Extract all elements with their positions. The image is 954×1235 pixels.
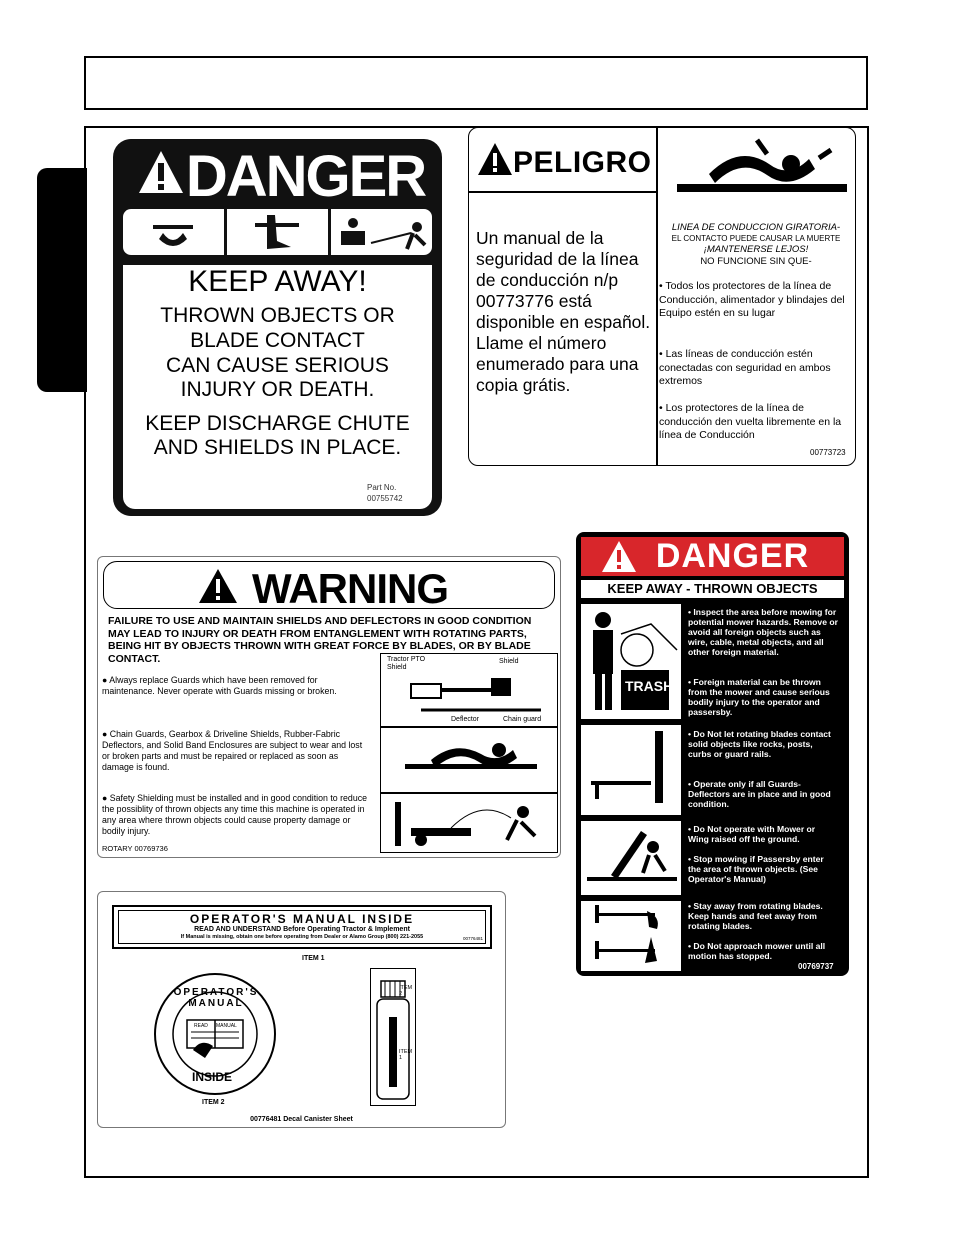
danger-line: INJURY OR DEATH. xyxy=(180,378,375,401)
keep-away-heading: KEEP AWAY! xyxy=(188,265,367,298)
danger-row xyxy=(581,821,844,895)
row-text: • Inspect the area before mowing for potential mower hazards. Remove or avoid all foreign objects such as wire, cable, metal objects, and all other foreign material. xyxy=(688,607,838,657)
strip-part-number: 00776481 xyxy=(463,936,484,941)
divider xyxy=(469,191,656,193)
hand-blade-icon xyxy=(123,209,223,255)
entanglement-icon xyxy=(401,732,541,788)
danger-line: CAN CAUSE SERIOUS xyxy=(166,354,389,377)
strip-note: If Manual is missing, obtain one before operating from Dealer or Alamo Group (800) 221-2055 xyxy=(180,934,424,940)
mower-diagram-icon xyxy=(391,670,551,716)
page-header-box xyxy=(84,56,868,110)
peligro-bullet: • Los protectores de la línea de conducción den vuelta libremente en la línea de Conducción xyxy=(659,402,842,441)
operator-trash-icon xyxy=(581,604,681,719)
danger-text-panel xyxy=(123,265,432,509)
warning-title: WARNING xyxy=(252,565,448,612)
danger-line: BLADE CONTACT xyxy=(190,329,365,352)
caption: LINEA DE CONDUCCION GIRATORIA- xyxy=(671,222,841,233)
divider xyxy=(381,726,557,728)
peligro-title: PELIGRO xyxy=(513,146,652,179)
caption: NO FUNCIONE SIN QUE- xyxy=(700,256,812,267)
part-label: Part No. xyxy=(367,483,397,492)
sheet-footer: 00776481 Decal Canister Sheet xyxy=(250,1116,353,1123)
danger-title: DANGER xyxy=(655,537,810,575)
warning-footer: ROTARY 00769736 xyxy=(102,844,168,853)
danger-line: THROWN OBJECTS OR xyxy=(160,304,395,327)
seal-ring-text: OPERATOR'S MANUAL xyxy=(173,987,259,1009)
decal-canister-sheet xyxy=(97,891,506,1128)
divider xyxy=(381,792,557,794)
seal-read: READ xyxy=(194,1023,208,1029)
peligro-bullet: • Todos los protectores de la línea de Conducción, alimentador y blindajes del Equipo estén en su lugar xyxy=(659,280,845,319)
warning-bullet: ● Chain Guards, Gearbox & Driveline Shields, Rubber-Fabric Deflectors, and Solid Band Enclosures are subject to wear and lost or broken parts and must be repaired or replaced as soon as damage is found. xyxy=(102,729,363,772)
blade-post-icon xyxy=(581,725,681,815)
row-text: • Do Not let rotating blades contact solid objects like rocks, posts, curbs or guard rails. xyxy=(688,729,831,759)
entanglement-icon xyxy=(669,134,849,220)
hazard-icons-strip xyxy=(123,209,432,255)
part-number: 00769737 xyxy=(798,962,834,971)
canister-item-label: ITEM 2 xyxy=(399,985,413,997)
warning-illustrations xyxy=(380,653,558,853)
row-picture xyxy=(581,725,681,815)
warning-triangle-icon xyxy=(477,142,513,176)
label-shield: Shield xyxy=(499,658,519,665)
danger-keep-away-decal xyxy=(113,139,442,516)
strip-title: OPERATOR'S MANUAL INSIDE xyxy=(189,912,415,926)
thrown-object-icon xyxy=(391,798,551,850)
label-shield: Shield xyxy=(387,664,407,671)
seal-inside: INSIDE xyxy=(192,1070,233,1084)
row-text: • Stop mowing if Passersby enter the area of thrown objects. (See Operator's Manual) xyxy=(688,854,824,884)
row-text: • Foreign material can be thrown from the mower and cause serious bodily injury to the operator and passersby. xyxy=(688,677,830,717)
danger-thrown-objects-decal xyxy=(576,532,849,976)
danger-subtitle: KEEP AWAY - THROWN OBJECTS xyxy=(581,580,844,598)
danger-row xyxy=(581,901,844,971)
row-text: • Do Not operate with Mower or Wing raised off the ground. xyxy=(688,824,816,844)
section-tab xyxy=(37,168,87,392)
operator-manual-strip xyxy=(112,905,492,949)
item-label: ITEM 2 xyxy=(202,1099,225,1106)
foot-blade-icon xyxy=(227,209,327,255)
part-number: 00773723 xyxy=(810,448,846,457)
hand-foot-blade-icon xyxy=(581,901,681,971)
danger-title: DANGER xyxy=(185,144,426,209)
danger-red-banner xyxy=(581,537,844,576)
divider xyxy=(656,128,658,465)
row-text: • Operate only if all Guards-Deflectors are in place and in good condition. xyxy=(688,779,831,809)
thrown-object-icon xyxy=(331,209,431,255)
peligro-body: Un manual de la seguridad de la línea de conducción n/p 00773776 está disponible en español. Llame el número enumerado para una copia grátis. xyxy=(476,228,651,395)
row-picture xyxy=(581,821,681,895)
caption: EL CONTACTO PUEDE CAUSAR LA MUERTE xyxy=(671,234,841,243)
row-text: • Do Not approach mower until all motion has stopped. xyxy=(688,941,826,961)
item-label: ITEM 1 xyxy=(302,955,325,962)
danger-row xyxy=(581,725,844,815)
warning-banner xyxy=(103,561,555,612)
canister-item-label: ITEM 1 xyxy=(399,1049,413,1061)
wing-raised-icon xyxy=(581,821,681,895)
part-number: 00755742 xyxy=(367,494,403,503)
label-deflector: Deflector xyxy=(451,716,480,723)
danger-row xyxy=(581,604,844,719)
trash-label: TRASH xyxy=(625,678,674,694)
peligro-decal xyxy=(468,127,856,466)
strip-sub: READ AND UNDERSTAND Before Operating Tractor & Implement xyxy=(194,926,410,933)
label-tractor-pto: Tractor PTO xyxy=(387,656,426,663)
canister-box xyxy=(370,968,416,1106)
danger-line: AND SHIELDS IN PLACE. xyxy=(153,436,402,459)
warning-bullet: ● Always replace Guards which have been removed for maintenance. Never operate with Guards missing or broken. xyxy=(102,675,337,696)
row-text: • Stay away from rotating blades. Keep hands and feet away from rotating blades. xyxy=(688,901,823,931)
seal-manual: MANUAL xyxy=(216,1023,237,1029)
peligro-bullet: • Las líneas de conducción estén conectadas con seguridad en ambos extremos xyxy=(659,348,831,387)
warning-shields-decal xyxy=(97,556,561,858)
row-picture xyxy=(581,604,681,719)
caption: ¡MANTENERSE LEJOS! xyxy=(703,244,809,255)
label-chain-guard: Chain guard xyxy=(503,716,542,723)
row-picture xyxy=(581,901,681,971)
warning-lead: FAILURE TO USE AND MAINTAIN SHIELDS AND DEFLECTORS IN GOOD CONDITION MAY LEAD TO INJURY OR DEATH FROM ENTANGLEMENT WITH ROTATING PARTS, BEING HIT BY OBJECTS THROWN WITH GREAT FORCE BY BLADES, OR BY BLADE CONTACT. xyxy=(108,615,532,665)
strip-inner xyxy=(118,910,486,944)
danger-line: KEEP DISCHARGE CHUTE xyxy=(145,412,410,435)
warning-bullet: ● Safety Shielding must be installed and in good condition to reduce the possiblity of thrown objects any time this machine is operated in any area where thrown objects could cause property damage or bodily injury. xyxy=(102,793,368,836)
